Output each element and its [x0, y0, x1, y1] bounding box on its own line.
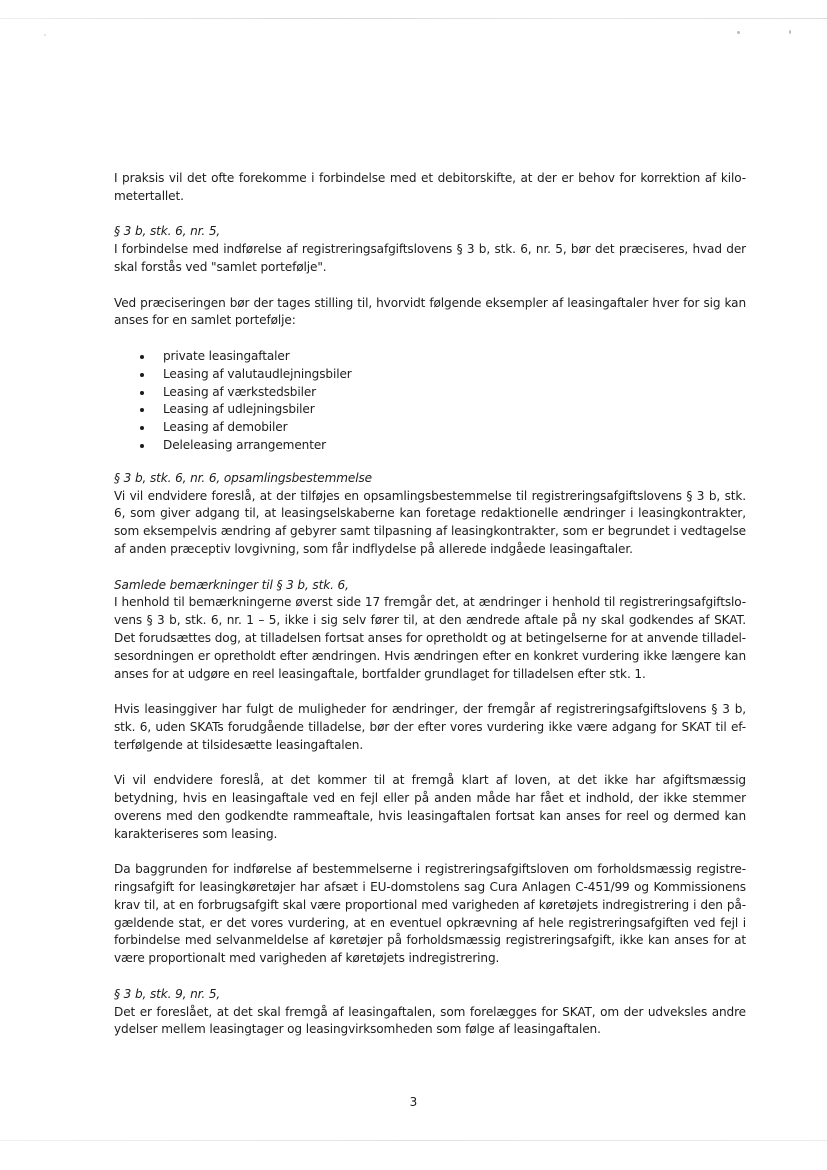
section-heading: § 3 b, stk. 6, nr. 5, [114, 224, 221, 239]
scan-edge-top [0, 18, 827, 19]
paragraph: Ved præciseringen bør der tages stilling til, hvorvidt følgende eksempler af leasingaftaler hver for sig kan anses for en samlet portefølje: [114, 295, 746, 328]
paragraph: I forbindelse med indførelse af registreringsafgiftslovens § 3 b, stk. 6, nr. 5, bør det præciseres, hvad der skal forstås ved "samlet portefølje". [114, 242, 746, 274]
section-heading: Samlede bemærkninger til § 3 b, stk. 6, [114, 577, 349, 592]
list-item: Deleleasing arrangementer [114, 437, 746, 455]
section-heading: § 3 b, stk. 9, nr. 5, [114, 986, 221, 1001]
list-item: Leasing af udlejningsbiler [114, 401, 746, 419]
paragraph: Det er foreslået, at det skal fremgå af leasingaftalen, som forelægges for SKAT, om der udveksles andre ydelser mellem leasingtager og leasingvirksomheden som følge af leasingaftalen. [114, 1004, 746, 1037]
list-item: Leasing af værkstedsbiler [114, 384, 746, 402]
scan-edge-bottom [0, 1140, 827, 1141]
bullet-list [114, 348, 746, 455]
paragraph: Vi vil endvidere foreslå, at der tilføjes en opsamlingsbestemmelse til registreringsafgiftslovens § 3 b, stk. 6, som giver adgang til, at leasingselskaberne kan foretage redaktionelle ændringer i leasingkontrakter, som eksempelvis ændring af gebyrer samt tilpasning af leasingkontrakter, som er begrundet i vedtagelse af anden præceptiv lovgivning, som får indflydelse på allerede indgåede leasingaftaler. [114, 488, 746, 556]
scan-speck [789, 30, 791, 34]
scan-speck [737, 31, 740, 34]
paragraph: I praksis vil det ofte forekomme i forbindelse med et debitorskifte, at der er behov for korrektion af kilo-metertallet. [114, 171, 746, 203]
list-item: Leasing af valutaudlejningsbiler [114, 366, 746, 384]
paragraph: Da baggrunden for indførelse af bestemmelserne i registreringsafgiftsloven om forholdsmæssig registre-ringsafgift for leasingkøretøjer har afsæt i EU-domstolens sag Cura Anlagen C-451/99 og Kommissionens krav til, at en forbrugsafgift skal være proportional med varigheden af køretøjets indregistrering i den på-gældende stat, er det vores vurdering, at en eventuel opkrævning af hele registreringsafgiften ved fejl i forbindelse med selvanmeldelse af køretøjer på forholdsmæssig registreringsafgift, ikke kan anses for at være proportionalt med varigheden af køretøjets indregistrering. [114, 862, 746, 966]
paragraph: Vi vil endvidere foreslå, at det kommer til at fremgå klart af loven, at det ikke har afgiftsmæssig betydning, hvis en leasingaftale ved en fejl eller på anden måde har fået et indhold, der ikke stemmer overens med den godkendte rammeaftale, hvis leasingaftalen fortsat kan anses for reel og dermed kan karakteriseres som leasing. [114, 773, 746, 841]
section-heading: § 3 b, stk. 6, nr. 6, opsamlingsbestemmelse [114, 470, 372, 485]
page-number: 3 [409, 1095, 418, 1109]
paragraph: I henhold til bemærkningerne øverst side 17 fremgår det, at ændringer i henhold til registreringsafgiftslo-vens § 3 b, stk. 6, nr. 1 – 5, ikke i sig selv fører til, at den ændrede aftale på ny skal godkendes af SKAT. Det forudsættes dog, at tilladelsen fortsat anses for opretholdt og at betingelserne for at anvende tilladel-sesordningen er opretholdt efter ændringen. Hvis ændringen efter en konkret vurdering ikke længere kan anses for at udgøre en reel leasingaftale, bortfalder grundlaget for tilladelsen efter stk. 1. [114, 595, 746, 681]
list-item: private leasingaftaler [114, 348, 746, 366]
list-item: Leasing af demobiler [114, 419, 746, 437]
paragraph: Hvis leasinggiver har fulgt de muligheder for ændringer, der fremgår af registreringsafgiftslovens § 3 b, stk. 6, uden SKATs forudgående tilladelse, bør der efter vores vurdering ikke være adgang for SKAT til ef-terfølgende at tilsidesætte leasingaftalen. [114, 702, 746, 752]
scan-speck [44, 34, 46, 36]
document-body [114, 170, 746, 1039]
